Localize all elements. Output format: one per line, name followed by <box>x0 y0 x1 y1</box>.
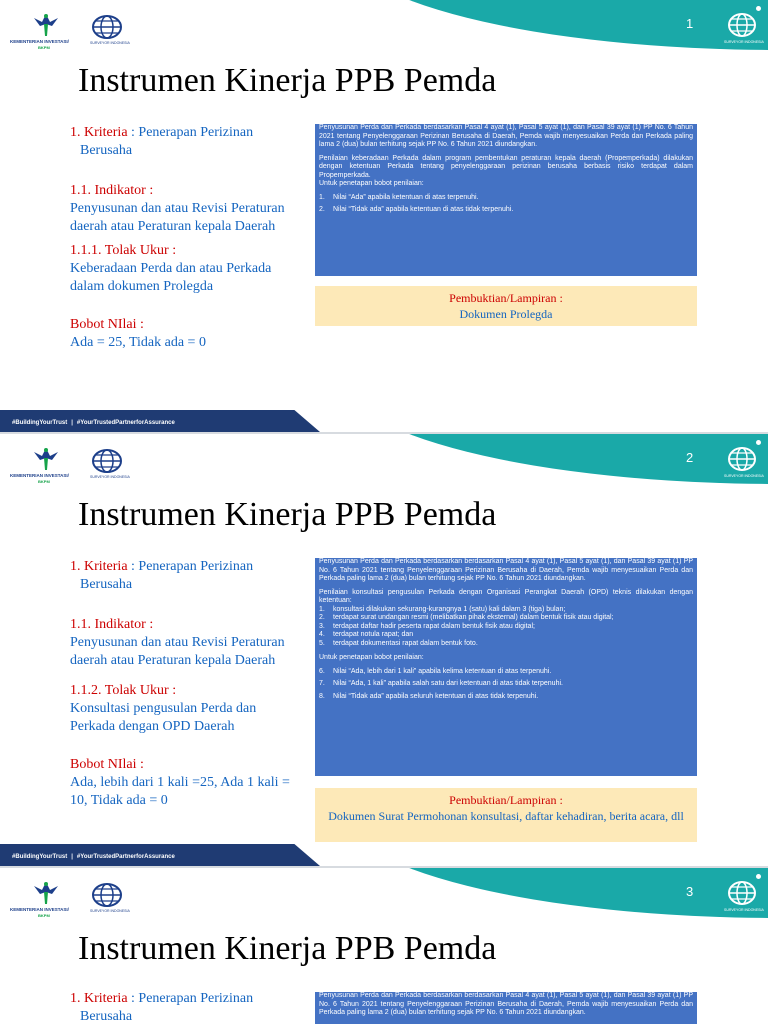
ministry-name: KEMENTERIAN INVESTASI/ <box>10 473 69 478</box>
logo-group <box>10 446 150 486</box>
desc-para-1: Penyusunan Perda dan Perkada berdasarkan Pasal 4 ayat (1), Pasal 5 ayat (1), dan Pasal 39 ayat (1) PP No. 6 Tahun 2021 tentang Penyelenggaraan Perizinan Berusaha di Daerah, Pemda wajib menyesuaikan Perda dan Perkada paling lama 2 (dua) bulan terhitung sejak PP No. 6 Tahun 2021 diundangkan. <box>319 124 693 148</box>
slide-title: Instrumen Kinerja PPB Pemda <box>78 930 497 967</box>
surveyor-globe-icon-white <box>728 446 756 472</box>
surveyor-name: SURVEYOR INDONESIA <box>90 475 130 479</box>
list-item: 2. Nilai “Tidak ada” apabila ketentuan di atas tidak terpenuhi. <box>319 206 514 213</box>
bobot-value: Ada = 25, Tidak ada = 0 <box>70 335 206 350</box>
surveyor-name: SURVEYOR INDONESIA <box>90 41 130 45</box>
ministry-sub: BKPM <box>38 45 50 50</box>
kriteria: 1. Kriteria : Penerapan Perizinan <box>70 559 254 574</box>
slide-title: Instrumen Kinerja PPB Pemda <box>78 62 497 99</box>
header-arc <box>338 868 768 918</box>
decor-dot <box>756 440 761 445</box>
indikator-label: 1.1. Indikator : <box>70 183 154 198</box>
lampiran-label: Pembuktian/Lampiran : <box>449 291 563 305</box>
slide-title: Instrumen Kinerja PPB Pemda <box>78 496 497 533</box>
slide-number: 3 <box>686 884 694 899</box>
list-item: 4. terdapat notula rapat; dan <box>319 631 414 638</box>
lampiran-value: Dokumen Surat Permohonan konsultasi, daftar kehadiran, berita acara, dll <box>328 809 684 823</box>
desc-para-2: Penilaian konsultasi pengusulan Perkada dengan Organisasi Perangkat Daerah (OPD) teknis dilakukan dengan ketentuan: <box>319 588 693 604</box>
lampiran-box <box>315 788 697 842</box>
kriteria-value-cont: Berusaha <box>80 1009 133 1024</box>
criteria-column <box>70 558 300 810</box>
criteria-description-box <box>315 124 697 276</box>
lampiran-label: Pembuktian/Lampiran : <box>449 793 563 807</box>
surveyor-globe-icon-white <box>728 12 756 38</box>
list-item: 5. terdapat dokumentasi rapat dalam bentuk foto. <box>319 639 478 647</box>
surveyor-name: SURVEYOR INDONESIA <box>90 909 130 913</box>
logo-group <box>10 880 150 920</box>
slide-number: 2 <box>686 450 694 465</box>
tolak-ukur-value: Konsultasi pengusulan Perda dan Perkada dengan OPD Daerah <box>70 701 257 734</box>
list-item: 1. konsultasi dilakukan sekurang-kurangnya 1 (satu) kali dalam 3 (tiga) bulan; <box>319 605 566 613</box>
header-arc <box>338 434 768 484</box>
ministry-sub: BKPM <box>38 913 50 918</box>
slide-3 <box>0 868 768 1024</box>
indikator-value: Penyusunan dan atau Revisi Peraturan daerah atau Peraturan kepala Daerah <box>70 635 285 668</box>
surveyor-globe-icon <box>92 448 122 474</box>
logo-group <box>10 12 150 52</box>
header-arc <box>338 0 768 50</box>
slide-1 <box>0 0 768 432</box>
bobot-label: Bobot NIlai : <box>70 757 144 772</box>
slide-2 <box>0 434 768 866</box>
indikator-value: Penyusunan dan atau Revisi Peraturan daerah atau Peraturan kepala Daerah <box>70 201 285 234</box>
decor-dot <box>756 6 761 11</box>
desc-para-2: Penilaian keberadaan Perkada dalam program pembentukan peraturan kepala daerah (Propemperkada) dilakukan dengan ketentuan Perkada tentang penyelenggaraan perizinan berusaha berbasis risiko terdapat dalam Propemperkada. <box>319 154 693 179</box>
surveyor-name-white: SURVEYOR INDONESIA <box>724 474 764 478</box>
kriteria-value-cont: Berusaha <box>80 143 133 158</box>
footer <box>0 410 768 432</box>
list-item: 8. Nilai “Tidak ada” apabila seluruh ketentuan di atas tidak terpenuhi. <box>319 692 539 700</box>
bobot-rules-list <box>319 668 693 702</box>
criteria-column <box>70 124 300 352</box>
criteria-description-box <box>315 992 697 1024</box>
slide-number: 1 <box>686 16 694 31</box>
list-item: 1. Nilai “Ada” apabila ketentuan di atas terpenuhi. <box>319 193 479 201</box>
footer-hashtags: #BuildingYourTrust | #YourTrustedPartnerforAssurance <box>12 854 175 860</box>
tolak-ukur-label: 1.1.1. Tolak Ukur : <box>70 243 177 258</box>
tolak-ukur-value: Keberadaan Perda dan atau Perkada dalam dokumen Prolegda <box>70 261 272 294</box>
desc-para-1: Penyusunan Perda dan Perkada berdasarkan berdasarkan Pasal 4 ayat (1), Pasal 5 ayat (1), dan Pasal 39 ayat (1) PP No. 6 Tahun 2021 tentang Penyelenggaraan Perizinan Berusaha di Daerah, Pemda wajib menyesuaikan Perda dan Perkada paling lama 2 (dua) bulan terhitung sejak PP No. 6 Tahun 2021 diundangkan. <box>319 558 693 582</box>
lampiran-box <box>315 286 697 326</box>
list-item: 3. terdapat daftar hadir peserta rapat dalam bentuk fisik atau digital; <box>319 622 535 630</box>
ministry-logo-icon <box>30 446 62 472</box>
ministry-logo-icon <box>30 880 62 906</box>
footer <box>0 844 768 866</box>
bobot-value: Ada, lebih dari 1 kali =25, Ada 1 kali = 10, Tidak ada = 0 <box>70 775 290 808</box>
kriteria: 1. Kriteria : Penerapan Perizinan <box>70 991 254 1006</box>
ministry-logo-icon <box>30 12 62 38</box>
tolak-ukur-label: 1.1.2. Tolak Ukur : <box>70 683 177 698</box>
desc-para-1: Penyusunan Perda dan Perkada berdasarkan berdasarkan Pasal 4 ayat (1), Pasal 5 ayat (1), dan Pasal 39 ayat (1) PP No. 6 Tahun 2021 tentang Penyelenggaraan Perizinan Berusaha di Daerah, Pemda wajib menyesuaikan Perda dan Perkada paling lama 2 (dua) bulan terhitung sejak PP No. 6 Tahun 2021 diundangkan. <box>319 992 693 1016</box>
ministry-sub: BKPM <box>38 479 50 484</box>
criteria-column <box>70 990 300 1024</box>
decor-dot <box>756 874 761 879</box>
surveyor-globe-icon-white <box>728 880 756 906</box>
surveyor-name-white: SURVEYOR INDONESIA <box>724 908 764 912</box>
criteria-description-box <box>315 558 697 776</box>
list-item: 2. terdapat surat undangan resmi (melibatkan pihak eksternal) dalam bentuk fisik atau digital; <box>319 614 614 621</box>
list-item: 6. Nilai “Ada, lebih dari 1 kali” apabila kelima ketentuan di atas terpenuhi. <box>319 667 552 675</box>
kriteria: 1. Kriteria : Penerapan Perizinan <box>70 125 254 140</box>
surveyor-globe-icon <box>92 882 122 908</box>
bobot-label: Bobot NIlai : <box>70 317 144 332</box>
kriteria-value-cont: Berusaha <box>80 577 133 592</box>
ketentuan-list <box>319 606 693 649</box>
surveyor-name-white: SURVEYOR INDONESIA <box>724 40 764 44</box>
ministry-name: KEMENTERIAN INVESTASI/ <box>10 39 69 44</box>
ministry-name: KEMENTERIAN INVESTASI/ <box>10 907 69 912</box>
desc-para-3: Untuk penetapan bobot penilaian: <box>319 180 424 187</box>
desc-para-3: Untuk penetapan bobot penilaian: <box>319 654 424 661</box>
bobot-rules-list <box>319 194 693 215</box>
surveyor-globe-icon <box>92 14 122 40</box>
lampiran-value: Dokumen Prolegda <box>459 307 553 321</box>
list-item: 7. Nilai “Ada, 1 kali” apabila salah satu dari ketentuan di atas tidak terpenuhi. <box>319 680 563 687</box>
footer-hashtags: #BuildingYourTrust | #YourTrustedPartnerforAssurance <box>12 420 175 426</box>
indikator-label: 1.1. Indikator : <box>70 617 154 632</box>
